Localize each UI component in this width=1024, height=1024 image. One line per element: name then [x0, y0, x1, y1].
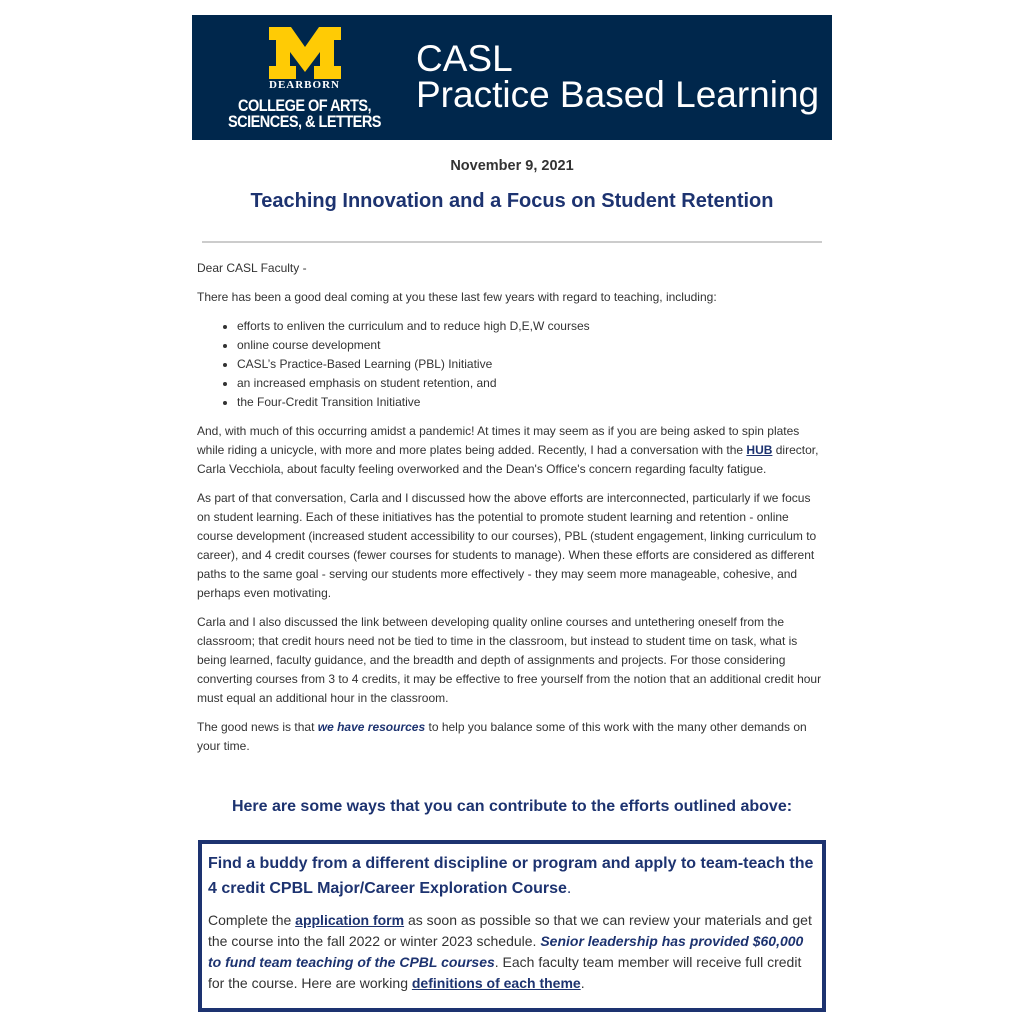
intro-paragraph: There has been a good deal coming at you these last few years with regard to teaching, including:: [197, 290, 717, 304]
resources-text-before: The good news is that: [197, 720, 318, 734]
newsletter: [192, 15, 832, 1012]
callout-text-end: .: [580, 975, 585, 991]
logo-dearborn-text: DEARBORN: [269, 79, 340, 91]
logo-college-text: [206, 98, 404, 130]
issue-date: November 9, 2021: [450, 158, 574, 174]
credit-hours-paragraph: Carla and I also discussed the link between developing quality online courses and untethering oneself from the classroom; that credit hours need not be tied to time in the classroom, but instead to student time on task, what is being learned, faculty guidance, and the breadth and depth of assignments and projects. For those considering converting courses from 3 to 4 credits, it may be effective to free yourself from the notion that an additional credit hour must equal an additional hour in the classroom.: [197, 615, 822, 705]
banner-title-line2: Practice Based Learning: [416, 74, 820, 115]
theme-definitions-link[interactable]: definitions of each theme: [411, 975, 581, 991]
resources-emphasis: we have resources: [317, 720, 426, 734]
banner-title-line1: CASL: [416, 38, 513, 79]
list-item: • efforts to enliven the curriculum and to reduce high D,E,W courses: [237, 317, 827, 336]
letter-body: [197, 259, 827, 756]
list-item: • CASL’s Practice-Based Learning (PBL) Initiative: [237, 355, 827, 374]
banner-title: [416, 38, 820, 115]
greeting: Dear CASL Faculty -: [197, 261, 307, 275]
hub-link[interactable]: HUB: [746, 443, 773, 457]
logo-college-line1: COLLEGE OF ARTS,: [238, 97, 371, 115]
list-item: • online course development: [237, 336, 827, 355]
application-form-link[interactable]: application form: [295, 912, 405, 928]
headline: Teaching Innovation and a Focus on Student Retention: [250, 190, 774, 212]
pandemic-text-before: And, with much of this occurring amidst a pandemic! At times it may seem as if you are being asked to spin plates while riding a unicycle, with more and more plates being added. Recently, I had a conversation with the: [197, 424, 800, 457]
team-teach-callout: [198, 840, 826, 1012]
header-banner: [192, 15, 832, 140]
funding-emphasis: Senior leadership has provided $60,000 to fund team teaching of the CPBL courses: [208, 933, 804, 970]
callout-text-mid: as soon as possible so that we can review your materials and get the course into the fall 2022 or winter 2023 schedule.: [208, 912, 812, 949]
initiatives-list: [197, 317, 827, 412]
logo-college-line2: SCIENCES, & LETTERS: [228, 113, 381, 131]
um-dearborn-logo: [192, 15, 417, 140]
resources-text-after: to help you balance some of this work with the many other demands on your time.: [197, 720, 807, 753]
callout-text-after: . Each faculty team member will receive full credit for the course. Here are working: [208, 954, 802, 991]
callout-title-end: .: [566, 880, 572, 897]
callout-text: [208, 910, 814, 994]
callout-title: [208, 851, 814, 901]
interconnected-paragraph: As part of that conversation, Carla and I discussed how the above efforts are interconnected, particularly if we focus on student learning. Each of these initiatives has the potential to promote student learning and retention - online course development (increased student accessibility to our courses), PBL (student engagement, linking curriculum to career), and 4 credit courses (fewer courses for students to manage). When these efforts are considered as different paths to the same goal - serving our students more effectively - they may seem more manageable, cohesive, and perhaps even motivating.: [197, 491, 817, 600]
list-item: • the Four-Credit Transition Initiative: [237, 393, 827, 412]
pandemic-paragraph: [197, 422, 827, 479]
callout-title-bold: Find a buddy from a different discipline or program and apply to team-teach the 4 credit CPBL Major/Career Exploration Course: [208, 855, 814, 897]
callout-text-before: Complete the: [208, 912, 296, 928]
divider: [202, 241, 822, 243]
resources-paragraph: [197, 718, 827, 756]
pandemic-text-after: director, Carla Vecchiola, about faculty feeling overworked and the Dean's Office's concern regarding faculty fatigue.: [197, 443, 819, 476]
list-item: • an increased emphasis on student retention, and: [237, 374, 827, 393]
block-m-icon: [269, 27, 341, 79]
contribute-heading: Here are some ways that you can contribute to the efforts outlined above:: [231, 798, 793, 815]
